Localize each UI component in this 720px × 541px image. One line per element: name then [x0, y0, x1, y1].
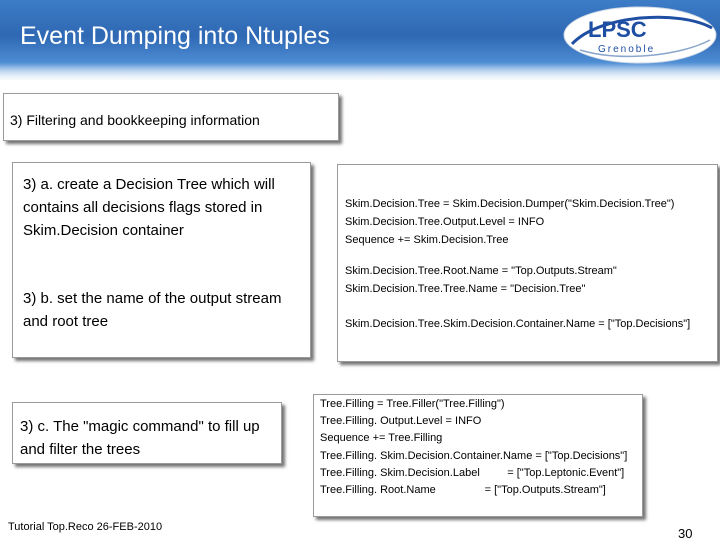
code-line: Sequence += Skim.Decision.Tree	[345, 234, 509, 246]
magic-command-box	[12, 402, 282, 464]
logo-subtext: Grenoble	[598, 44, 656, 55]
lpsc-logo	[560, 4, 718, 66]
step-c-text: 3) c. The "magic command" to fill up and filter the trees	[20, 418, 260, 458]
names-code-block	[345, 262, 617, 298]
code-line: Tree.Filling. Output.Level = INFO	[320, 415, 482, 428]
code-line: Skim.Decision.Tree.Output.Level = INFO	[345, 216, 545, 228]
code-line: Sequence += Tree.Filling	[320, 432, 443, 445]
section-heading-box	[3, 93, 339, 141]
code-line: Tree.Filling. Skim.Decision.Label = ["Top.Leptonic.Event"]	[320, 466, 625, 479]
code-line: Skim.Decision.Tree.Root.Name = "Top.Outputs.Stream"	[345, 265, 617, 277]
decision-tree-code-box	[337, 164, 718, 362]
container-code-line: Skim.Decision.Tree.Skim.Decision.Container.Name = ["Top.Decisions"]	[345, 318, 691, 330]
tree-filling-code-box	[313, 394, 643, 517]
section-heading: 3) Filtering and bookkeeping information	[10, 112, 260, 128]
code-line: Tree.Filling. Root.Name = ["Top.Outputs.Stream"]	[320, 484, 606, 497]
filling-code-block	[320, 396, 627, 499]
step-b-text: 3) b. set the name of the output stream and root tree	[23, 290, 282, 330]
steps-box	[12, 162, 311, 358]
page-number: 30	[678, 526, 693, 541]
slide-title: Event Dumping into Ntuples	[20, 22, 330, 50]
code-line: Skim.Decision.Tree = Skim.Decision.Dumper("Skim.Decision.Tree")	[345, 198, 675, 210]
code-line: Skim.Decision.Tree.Tree.Name = "Decision.Tree"	[345, 283, 586, 295]
footer-text: Tutorial Top.Reco 26-FEB-2010	[8, 521, 163, 533]
code-line: Tree.Filling. Skim.Decision.Container.Name = ["Top.Decisions"]	[320, 449, 628, 462]
decision-code-block	[345, 195, 674, 249]
code-line: Tree.Filling = Tree.Filler("Tree.Filling")	[320, 398, 505, 410]
logo-text: LPSC	[588, 17, 647, 42]
step-a-text: 3) a. create a Decision Tree which will contains all decisions flags stored in Skim.Decision container	[23, 176, 275, 239]
